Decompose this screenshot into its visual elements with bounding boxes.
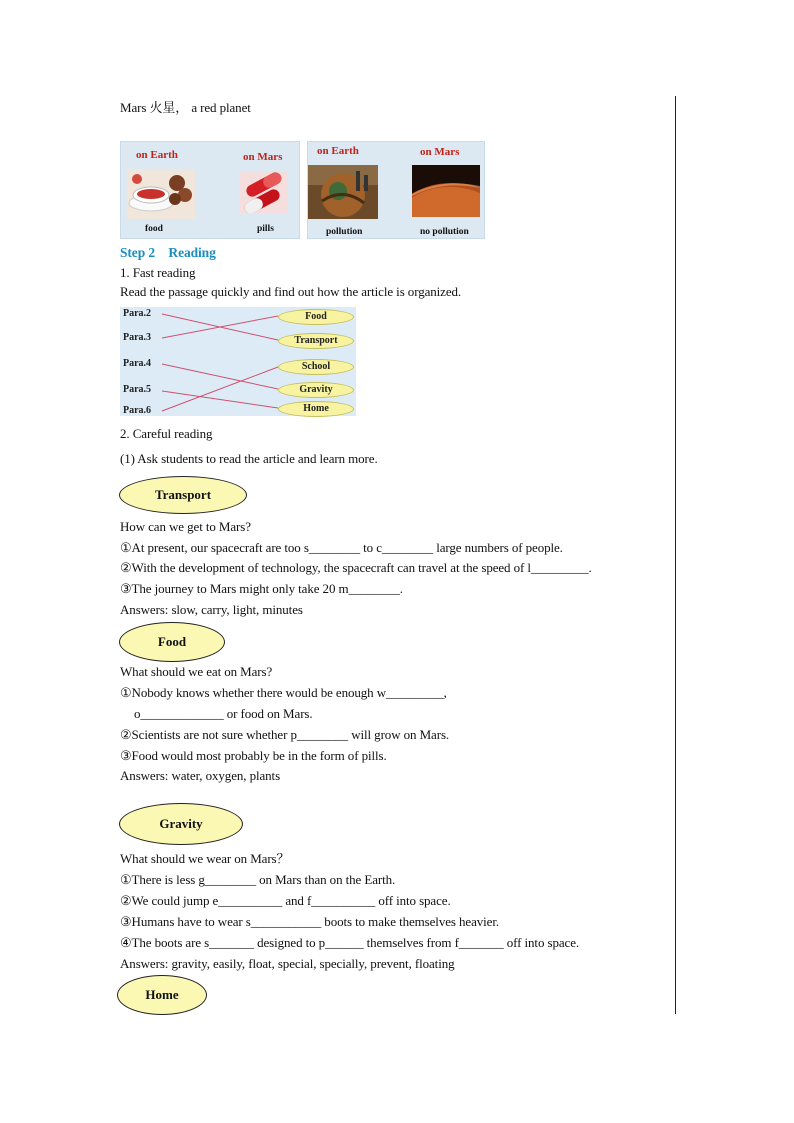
polluted-earth-photo bbox=[308, 165, 378, 219]
topic-pill: Food bbox=[278, 309, 354, 325]
topic-pill: Transport bbox=[278, 333, 354, 349]
topic-pill: Gravity bbox=[278, 382, 354, 398]
label-on-mars: on Mars bbox=[243, 151, 283, 163]
transport-item: ①At present, our spacecraft are too s________ to c________ large numbers of people. bbox=[120, 540, 563, 555]
gravity-tag: Gravity bbox=[119, 803, 243, 845]
home-tag: Home bbox=[117, 975, 207, 1015]
food-item: o_____________ or food on Mars. bbox=[134, 706, 313, 721]
fast-reading-heading: 1. Fast reading bbox=[120, 265, 196, 280]
label-on-earth: on Earth bbox=[317, 145, 359, 157]
para-label: Para.2 bbox=[123, 308, 152, 319]
gravity-item: ③Humans have to wear s___________ boots to make themselves heavier. bbox=[120, 914, 499, 929]
header-line: Mars 火星， a red planet bbox=[120, 100, 251, 115]
careful-reading-heading: 2. Careful reading bbox=[120, 426, 213, 441]
topic-pill: Home bbox=[278, 401, 354, 417]
caption-pills: pills bbox=[257, 224, 274, 234]
caption-no-pollution: no pollution bbox=[420, 227, 469, 237]
matching-diagram bbox=[120, 307, 356, 416]
transport-question: How can we get to Mars? bbox=[120, 519, 251, 534]
label-on-earth: on Earth bbox=[136, 149, 178, 161]
gravity-item: ②We could jump e__________ and f__________ off into space. bbox=[120, 893, 451, 908]
label-on-mars: on Mars bbox=[420, 146, 460, 158]
image-food-vs-pills bbox=[120, 141, 300, 239]
food-photo bbox=[127, 169, 195, 219]
topic-pill: School bbox=[278, 359, 354, 375]
step2-heading: Step 2 Reading bbox=[120, 245, 216, 260]
caption-food: food bbox=[145, 224, 163, 234]
food-item: ③Food would most probably be in the form of pills. bbox=[120, 748, 387, 763]
pills-photo bbox=[239, 171, 287, 213]
careful-reading-instruction: (1) Ask students to read the article and learn more. bbox=[120, 451, 378, 466]
gravity-answers: Answers: gravity, easily, float, special, specially, prevent, floating bbox=[120, 956, 455, 971]
para-label: Para.3 bbox=[123, 332, 152, 343]
para-label: Para.4 bbox=[123, 358, 152, 369]
food-answers: Answers: water, oxygen, plants bbox=[120, 768, 281, 783]
caption-pollution: pollution bbox=[326, 227, 363, 237]
food-item: ①Nobody knows whether there would be enough w_________, bbox=[120, 685, 447, 700]
food-item: ②Scientists are not sure whether p________ will grow on Mars. bbox=[120, 727, 450, 742]
transport-item: ③The journey to Mars might only take 20 m________. bbox=[120, 581, 403, 596]
gravity-item: ④The boots are s_______ designed to p______ themselves from f_______ off into space. bbox=[120, 935, 580, 950]
mars-photo bbox=[412, 165, 480, 217]
gravity-item: ①There is less g________ on Mars than on the Earth. bbox=[120, 872, 396, 887]
transport-answers: Answers: slow, carry, light, minutes bbox=[120, 602, 303, 617]
para-label: Para.6 bbox=[123, 405, 152, 416]
fast-reading-instruction: Read the passage quickly and find out how the article is organized. bbox=[120, 284, 462, 299]
food-question: What should we eat on Mars? bbox=[120, 664, 273, 679]
image-pollution-comparison bbox=[307, 141, 485, 239]
para-label: Para.5 bbox=[123, 384, 152, 395]
gravity-question: What should we wear on Mars？ bbox=[120, 851, 290, 866]
transport-item: ②With the development of technology, the spacecraft can travel at the speed of l_________. bbox=[120, 560, 592, 575]
transport-tag: Transport bbox=[119, 476, 247, 514]
page-margin-line bbox=[675, 96, 676, 1014]
food-tag: Food bbox=[119, 622, 225, 662]
